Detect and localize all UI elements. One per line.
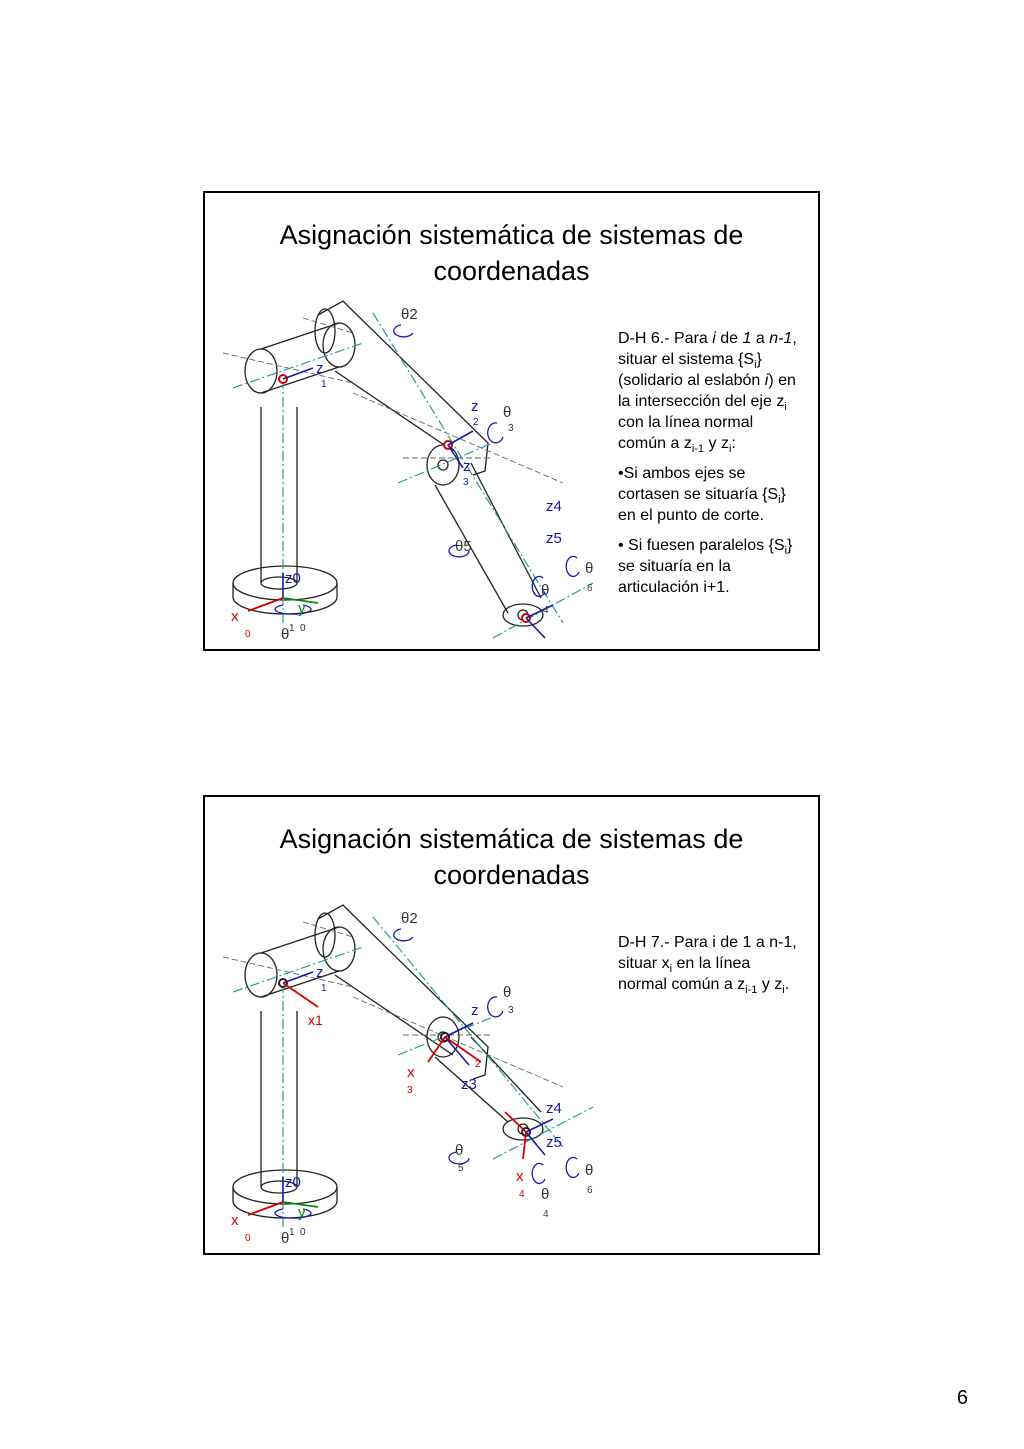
y0-label: y (298, 1204, 306, 1221)
frame-origins (279, 979, 530, 1136)
theta-2-label: θ2 (401, 910, 418, 927)
theta-5-label: θ5 (455, 538, 472, 555)
title-line-2: coordenadas (433, 860, 590, 890)
axis-center-lines (233, 313, 593, 638)
rule-bullet-1: •Si ambos ejes se cortasen se situaría $\{S_i\}$ en el punto de corte. (618, 465, 786, 524)
robot-arm-diagram (223, 897, 603, 1247)
theta-1-label: θ (281, 1230, 290, 1247)
rule-paragraph: D-H 6.- Para i de 1 a n-1, situar el sistema $\{S_i\}$ (solidario al eslabón i) en la intersección del eje $z_i$ con la línea normal común a $z_{i-1}$ y $z_i$: (618, 330, 797, 456)
z-axes (283, 368, 553, 638)
z3-label: z3 (461, 1076, 477, 1093)
title-line-1: Asignación sistemática de sistemas de (279, 824, 744, 854)
x4-sub: 4 (519, 1189, 525, 1200)
y0-sub: 0 (300, 623, 306, 634)
robot-arm-body (233, 905, 543, 1218)
z2-sub: 2 (475, 1059, 481, 1070)
z3-label: z (463, 458, 471, 475)
x0-sub: 0 (245, 1233, 251, 1244)
theta-1-sub: 1 (289, 1227, 295, 1238)
diagram-labels (231, 910, 593, 1247)
diagram-labels (231, 306, 593, 643)
dh-rule-text (618, 932, 803, 1004)
theta-3-sub: 3 (508, 1005, 514, 1016)
slide-title (205, 821, 818, 893)
title-line-1: Asignación sistemática de sistemas de (279, 220, 744, 250)
theta-3-sub: 3 (508, 423, 514, 434)
theta-3-label: θ (503, 984, 512, 1001)
x0-sub: 0 (245, 629, 251, 640)
z4-label: z4 (546, 1100, 562, 1117)
rule-paragraph: D-H 7.- Para i de 1 a n-1, situar $x_i$ en la línea normal común a $z_{i-1}$ y $z_i$. (618, 934, 797, 997)
z5-label: z5 (546, 1134, 562, 1151)
x4-label: x (516, 1168, 524, 1185)
z2-label: z (471, 398, 479, 415)
z1-label: z (316, 964, 324, 981)
x3-label: x (407, 1064, 415, 1081)
slide-1 (203, 191, 820, 651)
dh-rule-text (618, 328, 803, 607)
theta-4-label: θ (541, 1186, 550, 1203)
x0-label: x (231, 608, 239, 625)
rule-bullet-2: • Si fuesen paralelos $\{S_i\}$ se situaría en la articulación i+1. (618, 537, 793, 596)
z1-sub: 1 (321, 379, 327, 390)
title-line-2: coordenadas (433, 256, 590, 286)
theta-6-sub: 6 (587, 583, 593, 594)
z2-label: z (471, 1002, 479, 1019)
page-number: 6 (956, 1387, 968, 1409)
construction-lines (223, 318, 563, 483)
robot-arm-body (233, 301, 543, 626)
theta-6-sub: 6 (587, 1185, 593, 1196)
theta-4-sub: 4 (543, 605, 549, 616)
theta-1-label: θ (281, 626, 290, 643)
x3-sub: 3 (407, 1085, 413, 1096)
theta-1-sub: 1 (289, 623, 295, 634)
theta-4-label: θ (541, 582, 550, 599)
z4-label: z4 (546, 498, 562, 515)
x0-label: x (231, 1212, 239, 1229)
slide-title (205, 217, 818, 289)
z0-label: z0 (285, 1174, 301, 1191)
z2-sub: 2 (473, 417, 479, 428)
z3-sub: 3 (463, 477, 469, 488)
theta-4-sub: 4 (543, 1209, 549, 1220)
theta-6-label: θ (585, 1162, 594, 1179)
z0-label: z0 (285, 570, 301, 587)
theta-5-sub: 5 (458, 1163, 464, 1174)
z5-label: z5 (546, 530, 562, 547)
theta-2-label: θ2 (401, 306, 418, 323)
y0-label: y (298, 600, 306, 617)
x0-axis (248, 598, 283, 611)
theta-5-label: θ (455, 1142, 464, 1159)
theta-6-label: θ (585, 560, 594, 577)
theta-3-label: θ (503, 404, 512, 421)
slide-2 (203, 795, 820, 1255)
z1-label: z (316, 360, 324, 377)
z1-sub: 1 (321, 983, 327, 994)
y0-sub: 0 (300, 1227, 306, 1238)
robot-arm-diagram (223, 293, 603, 643)
x1-label: x1 (308, 1012, 323, 1028)
